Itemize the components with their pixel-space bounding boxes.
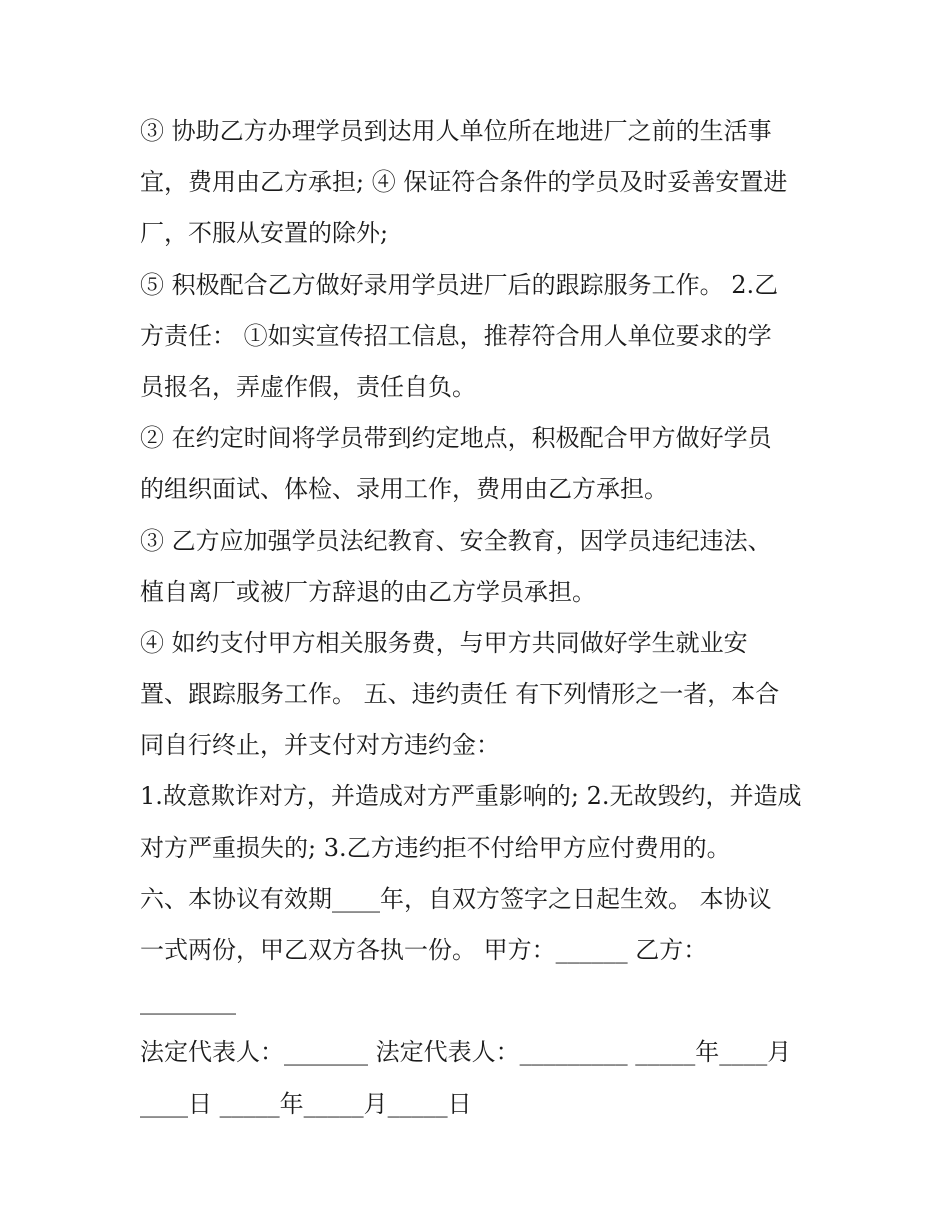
text-line: 宜，费用由乙方承担; ④ 保证符合条件的学员及时妥善安置进 (140, 168, 788, 197)
text-line: ③ 协助乙方办理学员到达用人单位所在地进厂之前的生活事 (140, 117, 772, 145)
text-line: 六、本协议有效期____年，自双方签字之日起生效。 本协议 (140, 884, 772, 913)
text-line: 植自离厂或被厂方辞退的由乙方学员承担。 (140, 577, 596, 606)
text-line: 一式两份，甲乙双方各执一份。 甲方：______ 乙方： (140, 936, 708, 964)
text-line: 1.故意欺诈对方，并造成对方严重影响的; 2.无故毁约，并造成 (140, 782, 802, 811)
text-line: 对方严重损失的; 3.乙方违约拒不付给甲方应付费用的。 (140, 833, 731, 862)
text-line: ____日 _____年_____月_____日 (140, 1089, 472, 1118)
text-line: 法定代表人：_______ 法定代表人：_________ _____年____月 (140, 1038, 792, 1067)
text-line: ② 在约定时间将学员带到约定地点，积极配合甲方做好学员 (140, 424, 772, 453)
text-line: 厂，不服从安置的除外; (140, 219, 389, 248)
text-line: ________ (140, 987, 236, 1016)
text-line: ③ 乙方应加强学员法纪教育、安全教育，因学员违纪违法、 (140, 526, 772, 555)
contract-text (140, 106, 810, 1130)
text-line: 员报名，弄虚作假，责任自负。 (140, 372, 476, 401)
text-line: 的组织面试、体检、录用工作，费用由乙方承担。 (140, 475, 668, 504)
text-line: 方责任： ①如实宣传招工信息，推荐符合用人单位要求的学 (140, 321, 772, 350)
text-line: 置、跟踪服务工作。 五、违约责任 有下列情形之一者，本合 (140, 680, 780, 709)
text-line: ⑤ 积极配合乙方做好录用学员进厂后的跟踪服务工作。 2.乙 (140, 270, 779, 299)
text-line: ④ 如约支付甲方相关服务费，与甲方共同做好学生就业安 (140, 628, 748, 657)
text-line: 同自行终止，并支付对方违约金： (140, 731, 500, 760)
